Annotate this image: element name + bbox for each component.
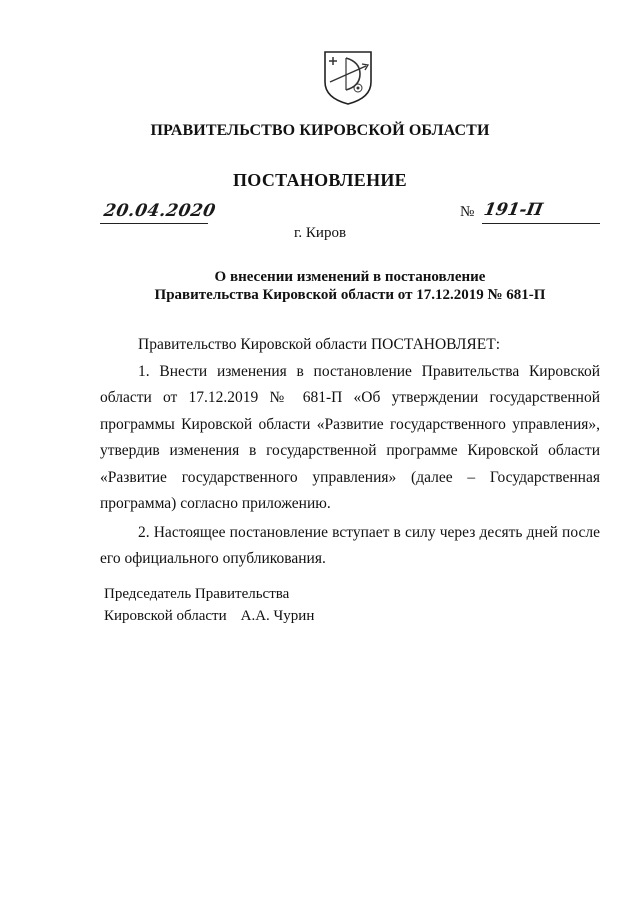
body-intro: Правительство Кировской области ПОСТАНОВЛЯЕТ: [138, 336, 501, 353]
signatory-row [104, 605, 328, 627]
date-handwritten: 20.04.2020 [102, 201, 218, 221]
city-name: г. Киров [293, 225, 347, 241]
signature-block [104, 583, 328, 627]
number-handwritten: 191-П [482, 200, 545, 220]
date-underline [100, 223, 208, 224]
signatory-position-line-1: Председатель Правительства [104, 586, 290, 602]
subject-line-2: Правительства Кировской области от 17.12.2019 № 681-П [154, 287, 546, 303]
government-title: ПРАВИТЕЛЬСТВО КИРОВСКОЙ ОБЛАСТИ [150, 122, 490, 139]
body-item-2: 2. Настоящее постановление вступает в силу через десять дней после его официального опубликования. [100, 523, 600, 567]
document-type-title: ПОСТАНОВЛЕНИЕ [233, 170, 407, 190]
document-subject [100, 268, 600, 304]
number-label: № [460, 204, 475, 220]
signatory-name: А.А. Чурин [240, 608, 315, 624]
document-number [460, 200, 600, 226]
subject-line-1: О внесении изменений в постановление [214, 269, 486, 285]
body-item-1: 1. Внести изменения в постановление Правительства Кировской области от 17.12.2019 № 681-П «Об утверждении государственной программы Кировской области «Развитие государственного управления», утвердив изменения в государственной программе Кировской области «Развитие государственного управления» (далее – Государственная программа) согласно приложению. [100, 362, 600, 512]
coat-of-arms-emblem [322, 48, 374, 106]
document-body [100, 332, 600, 573]
signatory-position-line-2: Кировской области [104, 608, 227, 624]
document-date [100, 200, 218, 226]
number-underline [482, 223, 600, 224]
